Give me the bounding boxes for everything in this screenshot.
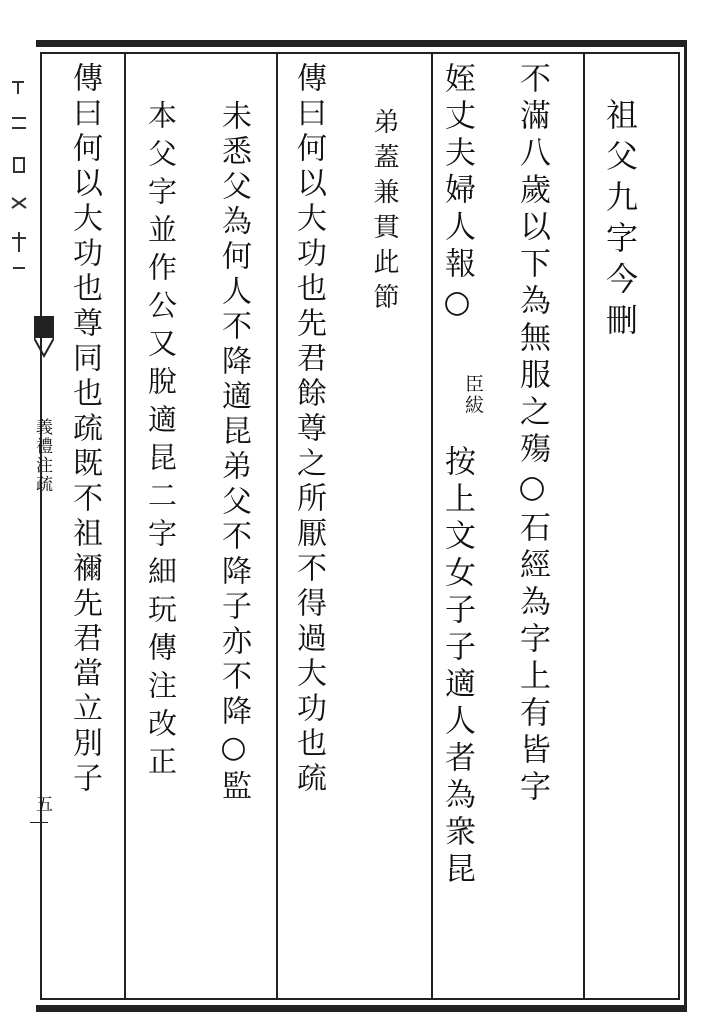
text-column-1: 祖父九字今刪 [601,98,639,344]
text-column-5: 傳曰何以大功也先君餘尊之所厭不得過大功也疏 [291,62,326,797]
page-number: 五 [32,795,52,814]
page-number-rule [30,822,48,823]
text-column-8: 傳曰何以大功也尊同也疏既不祖禰先君當立別子 [67,62,102,797]
text-column-7: 本父字並作公又脫適昆二字細玩傳注改正 [144,100,178,784]
column-rule [431,54,433,998]
column-rule [124,54,126,998]
margin-marks [8,78,30,278]
text-column-3a: 姪丈夫婦人報○ [439,62,475,326]
text-column-4: 弟蓋兼貫此節 [369,108,399,318]
column-rule [276,54,278,998]
text-column-3b: 按上文女子子適人者為衆昆 [439,445,475,889]
text-column-2: 不滿八歲以下為無服之殤○石經為字上有皆字 [514,62,550,807]
column-rule [583,54,585,998]
fish-tail-mark [34,316,54,360]
annotator-note: 臣紱 [462,374,484,416]
book-title: 義禮注疏 [32,418,52,494]
text-column-6: 未悉父為何人不降適昆弟父不降子亦不降○監 [216,100,251,805]
